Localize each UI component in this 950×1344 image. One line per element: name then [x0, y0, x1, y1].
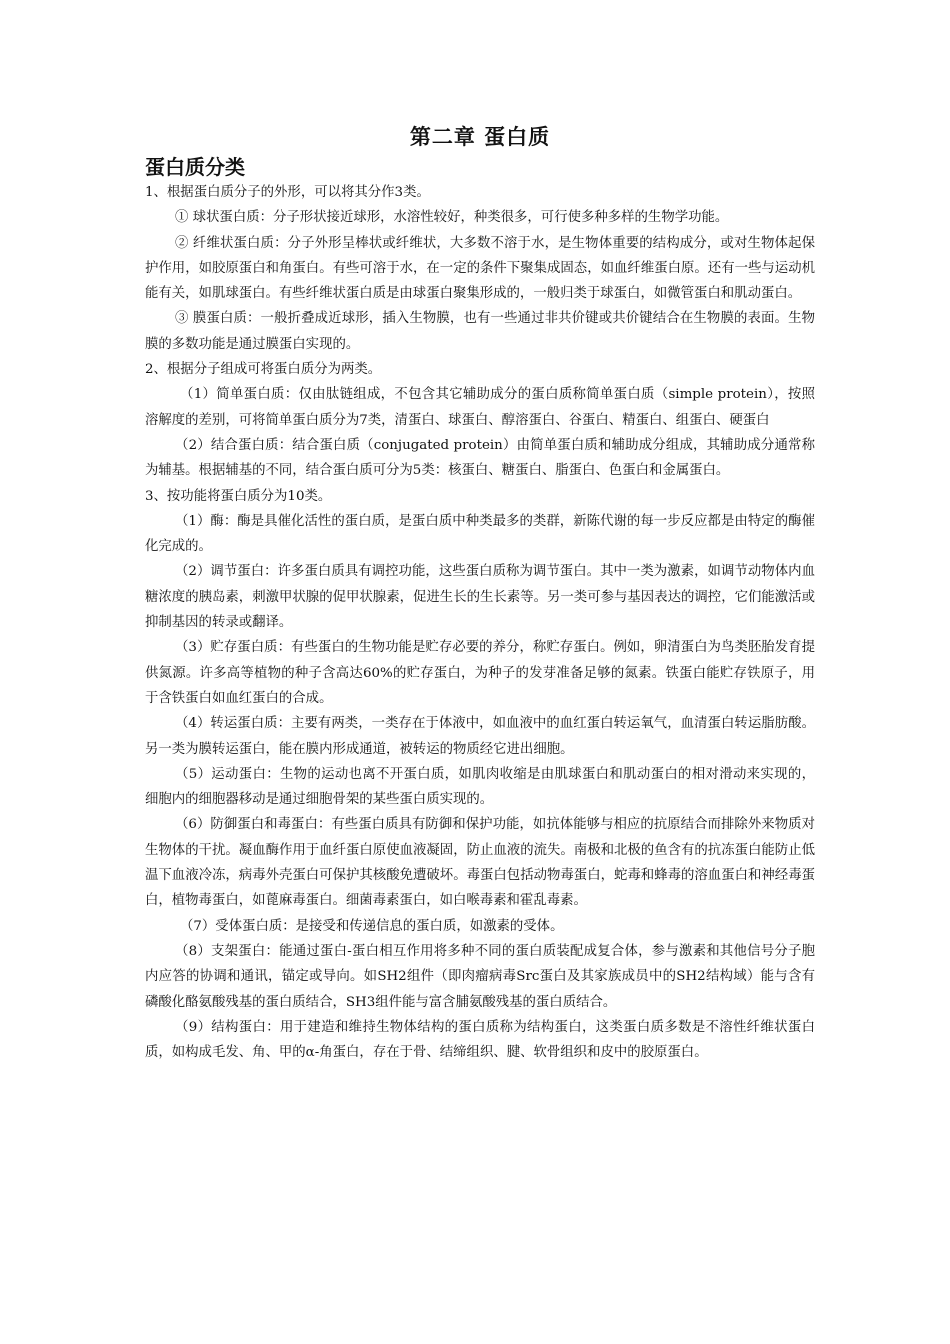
section-heading: 蛋白质分类 — [145, 155, 245, 179]
paragraph-simple-protein: （1）简单蛋白质：仅由肽链组成，不包含其它辅助成分的蛋白质称简单蛋白质（simple protein），按照溶解度的差别，可将简单蛋白质分为7类，清蛋白、球蛋白、醇溶蛋白、谷蛋白、精蛋白、组蛋白、硬蛋白 — [145, 387, 815, 428]
paragraph-defense-protein: （6）防御蛋白和毒蛋白：有些蛋白质具有防御和保护功能，如抗体能够与相应的抗原结合而排除外来物质对生物体的干扰。凝血酶作用于血纤蛋白原使血液凝固，防止血液的流失。南极和北极的鱼含有的抗冻蛋白能防止低温下血液冷冻，病毒外壳蛋白可保护其核酸免遭破坏。毒蛋白包括动物毒蛋白，蛇毒和蜂毒的溶血蛋白和神经毒蛋白，植物毒蛋白，如蓖麻毒蛋白。细菌毒素蛋白，如白喉毒素和霍乱毒素。 — [145, 817, 815, 909]
chapter-title: 第二章 蛋白质 — [409, 125, 551, 149]
paragraph-enzyme: （1）酶：酶是具催化活性的蛋白质，是蛋白质中种类最多的类群，新陈代谢的每一步反应都是由特定的酶催化完成的。 — [145, 513, 815, 555]
paragraph-storage-protein: （3）贮存蛋白质：有些蛋白的生物功能是贮存必要的养分，称贮存蛋白。例如，卵清蛋白为鸟类胚胎发育提供氮源。许多高等植物的种子含高达60%的贮存蛋白，为种子的发芽准备足够的氮素。铁蛋白能贮存铁原子，用于含铁蛋白如血红蛋白的合成。 — [145, 640, 815, 706]
paragraph-motor-protein: （5）运动蛋白：生物的运动也离不开蛋白质，如肌肉收缩是由肌球蛋白和肌动蛋白的相对滑动来实现的， 细胞内的细胞器移动是通过细胞骨架的某些蛋白质实现的。 — [145, 766, 815, 808]
paragraph-transport-protein: （4）转运蛋白质：主要有两类，一类存在于体液中，如血液中的血红蛋白转运氧气，血清蛋白转运脂肪酸。另一类为膜转运蛋白，能在膜内形成通道，被转运的物质经它进出细胞。 — [145, 716, 815, 757]
paragraph-conjugated-protein: （2）结合蛋白质：结合蛋白质（conjugated protein）由简单蛋白质和辅助成分组成，其辅助成分通常称为辅基。根据辅基的不同，结合蛋白质可分为5类：核蛋白、糖蛋白、脂蛋白、色蛋白和金属蛋白。 — [145, 437, 815, 479]
paragraph-regulatory-protein: （2）调节蛋白：许多蛋白质具有调控功能，这些蛋白质称为调节蛋白。其中一类为激素，如调节动物体内血糖浓度的胰岛素，刺激甲状腺的促甲状腺素，促进生长的生长素等。另一类可参与基因表达的调控，它们能激活或抑制基因的转录或翻译。 — [145, 564, 815, 631]
document-page — [145, 120, 815, 1065]
paragraph-scaffold-protein: （8）支架蛋白：能通过蛋白-蛋白相互作用将多种不同的蛋白质装配成复合体，参与激素和其他信号分子胞内应答的协调和通讯，锚定或导向。如SH2组件（即肉瘤病毒Src蛋白及其家族成员中的SH2结构域）能与含有磷酸化酪氨酸残基的蛋白质结合，SH3组件能与富含脯氨酸残基的蛋白质结合。 — [145, 943, 815, 1010]
paragraph-classification-by-composition: 2、根据分子组成可将蛋白质分为两类。 — [145, 362, 382, 378]
paragraph-globular-protein: ① 球状蛋白质：分子形状接近球形，水溶性较好，种类很多，可行使多种多样的生物学功能。 — [175, 210, 729, 226]
paragraph-structural-protein: （9）结构蛋白：用于建造和维持生物体结构的蛋白质称为结构蛋白，这类蛋白质多数是不溶性纤维状蛋白质，如构成毛发、角、甲的α-角蛋白，存在于骨、结缔组织、腱、软骨组织和皮中的胶原蛋白。 — [145, 1019, 815, 1061]
paragraph-fibrous-protein: ② 纤维状蛋白质：分子外形呈棒状或纤维状，大多数不溶于水，是生物体重要的结构成分，或对生物体起保护作用，如胶原蛋白和角蛋白。有些可溶于水，在一定的条件下聚集成固态，如血纤维蛋白原。还有一些与运动机能有关，如肌球蛋白。有些纤维状蛋白质是由球蛋白聚集形成的，一般归类于球蛋白，如微管蛋白和肌动蛋白。 — [145, 235, 815, 302]
paragraph-classification-by-function: 3、按功能将蛋白质分为10类。 — [145, 488, 332, 504]
paragraph-membrane-protein: ③ 膜蛋白质：一般折叠成近球形，插入生物膜，也有一些通过非共价键或共价键结合在生物膜的表面。生物膜的多数功能是通过膜蛋白实现的。 — [145, 311, 815, 352]
paragraph-classification-by-shape: 1、根据蛋白质分子的外形，可以将其分作3类。 — [145, 185, 430, 200]
paragraph-receptor-protein: （7）受体蛋白质：是接受和传递信息的蛋白质，如激素的受体。 — [180, 918, 564, 934]
